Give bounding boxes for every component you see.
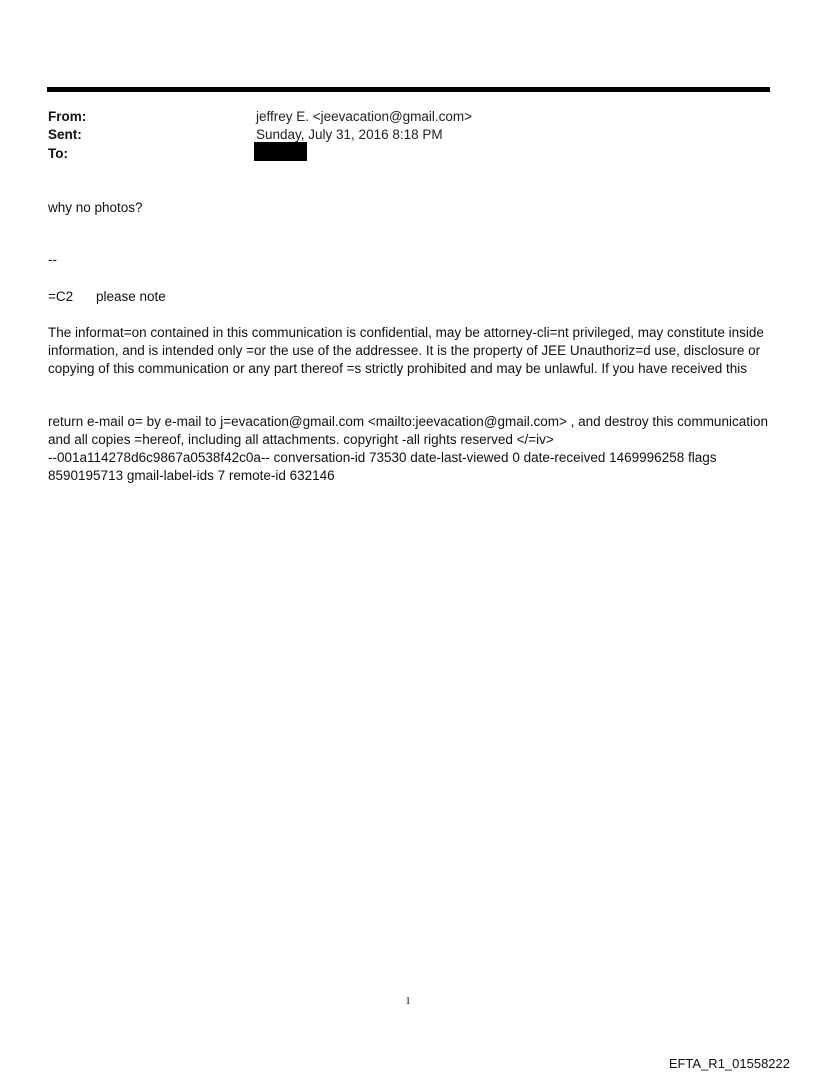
document-id: EFTA_R1_01558222 [668, 1056, 790, 1071]
note-prefix: =C2 [48, 289, 74, 304]
return-notice-paragraph: return e-mail o= by e-mail to j=evacation@gmail.com <mailto:jeevacation@gmail.com> , and destroy this communication and all copies =hereof, including all attachments. copyright -all rights reserved </=iv> --001a114278d6c9867a0538f42c0a-- conversation-id 73530 date-last-viewed 0 date-received 1469996258 flags 8590195713 gmail-label-ids 7 remote-id 632146 [48, 414, 768, 483]
redacted-recipient [254, 142, 307, 161]
sent-label: Sent: [48, 127, 82, 142]
from-label: From: [48, 109, 87, 124]
sent-value: Sunday, July 31, 2016 8:18 PM [256, 127, 443, 142]
from-value: jeffrey E. <jeevacation@gmail.com> [256, 109, 473, 124]
note-text: please note [96, 289, 166, 304]
to-label: To: [48, 146, 68, 161]
disclaimer-paragraph: The informat=on contained in this communication is confidential, may be attorney-cli=nt privileged, may constitute inside information, and is intended only =or the use of the addressee. It is the property of JEE Unauthoriz=d use, disclosure or copying of this communication or any part thereof =s strictly prohibited and may be unlawful. If you have received this [48, 325, 768, 376]
note-line [48, 288, 770, 306]
signature-dash: -- [48, 252, 57, 267]
message-text: why no photos? [48, 200, 143, 215]
page-number: 1 [405, 995, 411, 1007]
header-divider [47, 87, 770, 92]
